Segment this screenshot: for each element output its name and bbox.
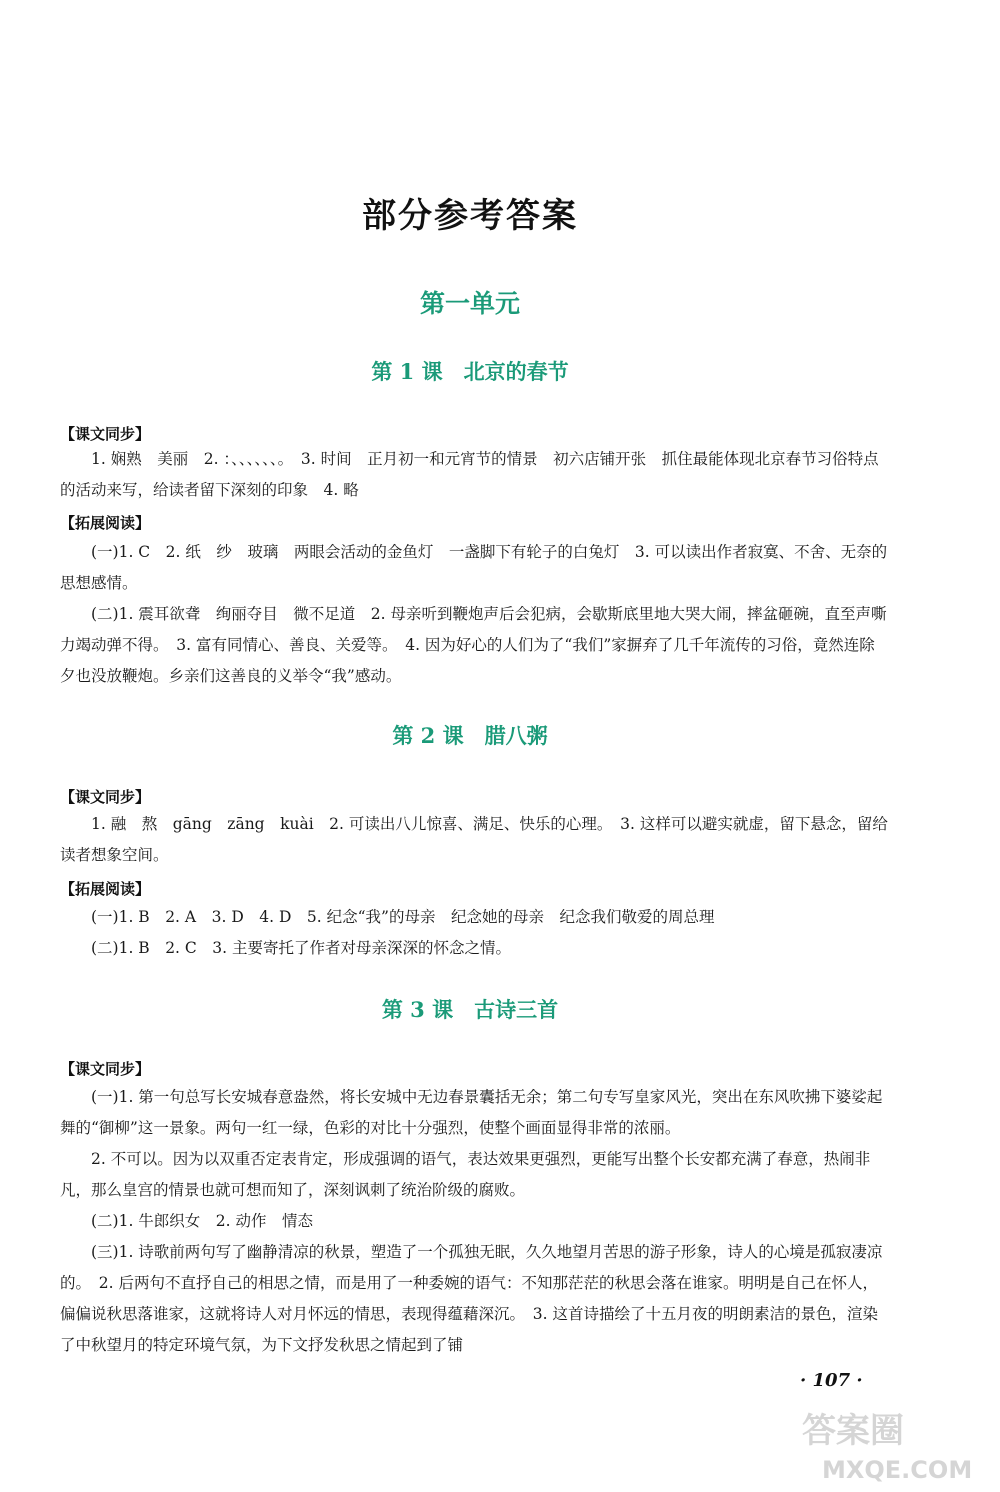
answer-paragraph: (二)1. B 2. C 3. 主要寄托了作者对母亲深深的怀念之情。 xyxy=(91,939,511,957)
section-label: 【拓展阅读】 xyxy=(60,514,151,532)
answer-paragraph: (一)1. 第一句总写长安城春意盎然，将长安城中无边春景囊括无余；第二句专写皇家风光，突出在东风吹拂下婆娑起舞的“御柳”这一景象。两句一红一绿，色彩的对比十分强烈，使整个画面显得非常的浓丽。 xyxy=(60,1088,883,1137)
lesson-1-title: 第 1 课 北京的春节 xyxy=(371,359,569,384)
answer-paragraph: 1. 娴熟 美丽 2. ：、、、、、、。 3. 时间 正月初一和元宵节的情景 初六店铺开张 抓住最能体现北京春节习俗特点的活动来写，给读者留下深刻的印象 4. 略 xyxy=(60,450,879,499)
section-label: 【拓展阅读】 xyxy=(60,880,151,898)
svg-text:答案圈: 答案圈 xyxy=(802,1411,904,1451)
answer-paragraph: (一)1. B 2. A 3. D 4. D 5. 纪念“我”的母亲 纪念她的母亲 纪念我们敬爱的周总理 xyxy=(91,908,715,926)
page-title: 部分参考答案 xyxy=(362,196,578,236)
lesson-3-title: 第 3 课 古诗三首 xyxy=(381,997,559,1022)
answer-paragraph: (二)1. 震耳欲聋 绚丽夺目 微不足道 2. 母亲听到鞭炮声后会犯病，会歇斯底里地大哭大闹，摔盆砸碗，直至声嘶力竭动弹不得。 3. 富有同情心、善良、关爱等。 4. 因为好心的人们为了“我们”家摒弃了几千年流传的习俗，竟然连除夕也没放鞭炮。乡亲们这善良的义举令“我”感动。 xyxy=(60,605,887,685)
lesson-2-title: 第 2 课 腊八粥 xyxy=(392,723,548,748)
section-label: 【课文同步】 xyxy=(60,788,151,806)
section-label: 【课文同步】 xyxy=(60,1060,151,1078)
answer-paragraph: (一)1. C 2. 纸 纱 玻璃 两眼会活动的金鱼灯 一盏脚下有轮子的白兔灯 3. 可以读出作者寂寞、不舍、无奈的思想感情。 xyxy=(60,543,888,592)
answer-paragraph: 1. 融 熬 gāng zāng kuài 2. 可读出八儿惊喜、满足、快乐的心理。 3. 这样可以避实就虚，留下悬念，留给读者想象空间。 xyxy=(60,815,888,864)
watermark-logo xyxy=(792,1402,992,1488)
answer-paragraph: (二)1. 牛郎织女 2. 动作 情态 xyxy=(91,1212,314,1230)
svg-text:MXQE.COM: MXQE.COM xyxy=(822,1456,973,1484)
answer-paragraph: 2. 不可以。因为以双重否定表肯定，形成强调的语气，表达效果更强烈，更能写出整个长安都充满了春意，热闹非凡，那么皇宫的情景也就可想而知了，深刻讽刺了统治阶级的腐败。 xyxy=(60,1150,871,1199)
answer-paragraph: (三)1. 诗歌前两句写了幽静清凉的秋景，塑造了一个孤独无眠，久久地望月苦思的游子形象，诗人的心境是孤寂凄凉的。 2. 后两句不直抒自己的相思之情，而是用了一种委婉的语气：不知那茫茫的秋思会落在谁家。明明是自己在怀人，偏偏说秋思落谁家，这就将诗人对月怀远的情思，表现得蕴藉深沉。 3. 这首诗描绘了十五月夜的明朗素洁的景色，渲染了中秋望月的特定环境气氛，为下文抒发秋思之情起到了铺 xyxy=(60,1243,883,1354)
page-number: · 107 · xyxy=(800,1370,863,1391)
unit-title: 第一单元 xyxy=(419,289,520,318)
section-label: 【课文同步】 xyxy=(60,425,151,443)
